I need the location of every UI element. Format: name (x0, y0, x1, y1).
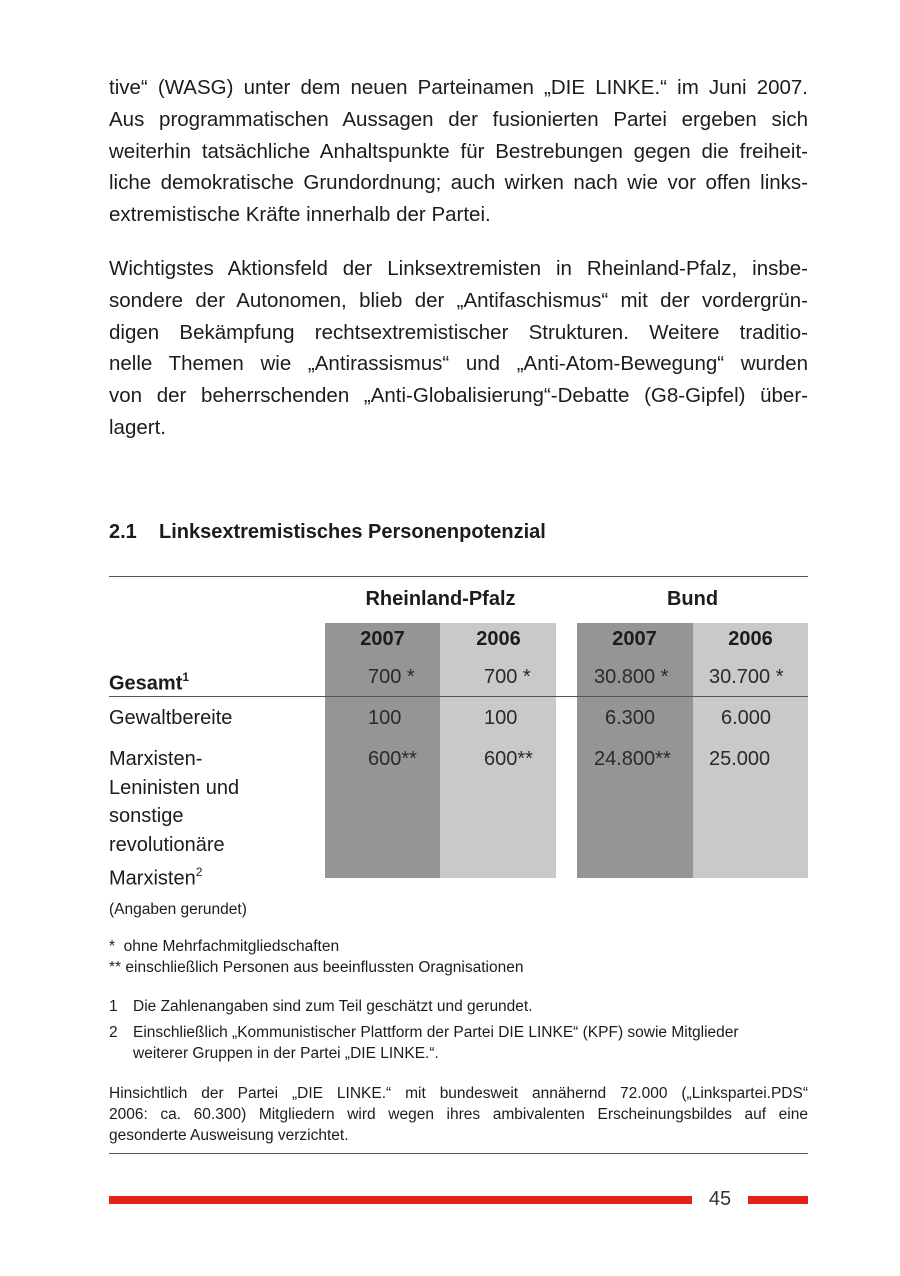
star-note-2 (109, 957, 808, 978)
table-cell: 6.300 (605, 707, 656, 729)
body-paragraph-1 (109, 72, 808, 231)
text-line: tive“ (WASG) unter dem neuen Parteinamen „DIE LINKE.“ im Juni 2007. (109, 76, 808, 99)
text-line: Aus programmatischen Aussagen der fusionierten Partei ergeben sich (109, 107, 808, 131)
footnote-ref: 1 (182, 670, 190, 684)
footnote-text: Die Zahlenangaben sind zum Teil geschätzt und gerundet. (133, 998, 533, 1015)
row-label-line: revolutionäre (109, 833, 225, 856)
footnote-mark: 2 (109, 1024, 118, 1041)
text-line: lagert. (109, 415, 166, 439)
body-paragraph-2 (109, 253, 808, 444)
star-mark: ** (109, 959, 122, 976)
row-label-marxisten (109, 745, 239, 893)
year-header: 2007 (360, 628, 405, 650)
footnotes (109, 996, 808, 1064)
closing-line: 2006: ca. 60.300) Mitgliedern wird wegen ihres ambivalenten Erscheinungsbildes auf eine (109, 1106, 808, 1123)
text-line: weiterhin tatsächliche Anhaltspunkte für Bestrebungen gegen die freiheit- (109, 139, 808, 163)
text-line: Wichtigstes Aktionsfeld der Linksextremisten in Rheinland-Pfalz, insbe- (109, 257, 808, 280)
footnote-2 (109, 1022, 808, 1043)
table-cell: 30.700 * (709, 666, 784, 688)
footnote-ref: 2 (195, 865, 203, 879)
table-top-rule (109, 576, 808, 577)
notes-bottom-rule (109, 1153, 808, 1154)
text-line: nelle Themen wie „Antirassismus“ und „Anti-Atom-Bewegung“ wurden (109, 352, 808, 376)
year-header: 2006 (728, 628, 773, 650)
row-label-text: Marxisten (109, 867, 196, 890)
row-label-line-last (109, 859, 239, 893)
text-line: digen Bekämpfung rechtsextremistischer Strukturen. Weitere traditio- (109, 320, 808, 344)
section-heading (109, 521, 546, 544)
star-notes (109, 936, 808, 978)
table-cell: 24.800** (594, 748, 671, 770)
closing-line: Hinsichtlich der Partei „DIE LINKE.“ mit bundesweit annähernd 72.000 („Linkspartei.PDS“ (109, 1085, 808, 1102)
text-line: sondere der Autonomen, blieb der „Antifaschismus“ mit der vordergrün- (109, 288, 808, 312)
footer-red-bar-right (748, 1196, 808, 1204)
star-note-1 (109, 936, 808, 957)
group-header-rheinland-pfalz: Rheinland-Pfalz (365, 588, 516, 610)
closing-note (109, 1083, 808, 1146)
row-label-line: Leninisten und (109, 776, 240, 799)
section-number: 2.1 (109, 521, 137, 543)
footnote-1 (109, 996, 808, 1017)
table-cell: 100 (484, 707, 518, 729)
year-header: 2007 (612, 628, 657, 650)
page-number: 45 (708, 1188, 732, 1210)
table-cell: 6.000 (721, 707, 772, 729)
text-line: liche demokratische Grundordnung; auch wirken nach wie vor offen links- (109, 171, 808, 195)
section-title: Linksextremistisches Personenpotenzial (159, 521, 546, 543)
table-cell: 700 * (484, 666, 531, 688)
row-label-gewaltbereite: Gewaltbereite (109, 707, 233, 729)
text-line: extremistische Kräfte innerhalb der Partei. (109, 203, 491, 227)
table-cell: 100 (368, 707, 402, 729)
rounded-note: (Angaben gerundet) (109, 901, 247, 918)
table-cell: 25.000 (709, 748, 771, 770)
star-note-text: ohne Mehrfachmitgliedschaften (123, 938, 340, 955)
star-mark: * (109, 938, 116, 955)
row-label-gesamt (109, 664, 189, 698)
text-line: von der beherrschenden „Anti-Globalisierung“-Debatte (G8-Gipfel) über- (109, 384, 808, 408)
row-label-line: Marxisten- (109, 748, 203, 770)
footnote-2-continued: weiterer Gruppen in der Partei „DIE LINKE.“. (133, 1045, 439, 1062)
closing-line: gesonderte Ausweisung verzichtet. (109, 1127, 349, 1144)
table-cell: 30.800 * (594, 666, 669, 688)
footnote-text: Einschließlich „Kommunistischer Plattform der Partei DIE LINKE“ (KPF) sowie Mitglieder (133, 1024, 739, 1041)
year-header: 2006 (476, 628, 521, 650)
footer-red-bar-left (109, 1196, 692, 1204)
group-header-bund: Bund (666, 588, 719, 610)
table-mid-rule (109, 696, 808, 697)
row-label-line: sonstige (109, 805, 184, 827)
star-note-text: einschließlich Personen aus beeinflussten Oragnisationen (125, 959, 524, 976)
table-cell: 700 * (368, 666, 415, 688)
footnote-mark: 1 (109, 998, 118, 1015)
table-cell: 600** (368, 748, 417, 770)
table-cell: 600** (484, 748, 533, 770)
row-label-text: Gesamt (109, 672, 183, 695)
